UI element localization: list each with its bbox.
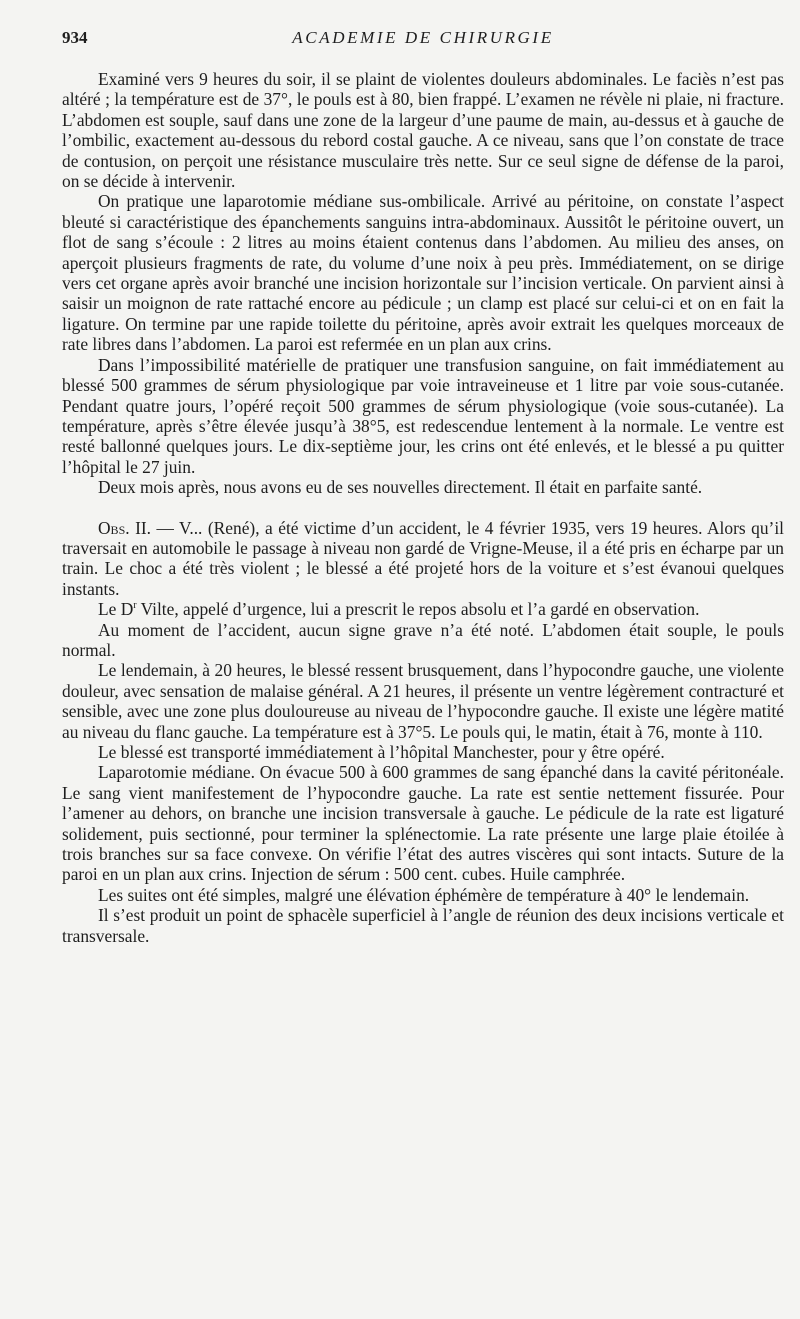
paragraph: Les suites ont été simples, malgré une élévation éphémère de température à 40° le lendemain. — [98, 884, 750, 905]
page-number: 934 — [62, 28, 88, 47]
paragraph: Dans l’impossibilité matérielle de pratiquer une transfusion sanguine, on fait immédiatement au blessé 500 grammes de sérum physiologique par voie intraveineuse et 1 litre par voie sous-cutanée. Pendant quatre jours, l’opéré reçoit 500 grammes de sérum physiologique (voie sous-cutanée). La température, après s’être élevée jusqu’à 38°5, est redescendue lentement à la normale. Le ventre est resté ballonné quelques jours. Le dix-septième jour, les crins ont été enlevés, et le blessé a pu quitter l’hôpital le 27 juin. — [62, 354, 784, 477]
paragraph — [62, 599, 784, 619]
observation-paragraph — [62, 518, 784, 600]
paragraph: Deux mois après, nous avons eu de ses nouvelles directement. Il était en parfaite santé. — [98, 477, 703, 498]
paragraph: Il s’est produit un point de sphacèle superficiel à l’angle de réunion des deux incisions verticale et transversale. — [62, 905, 784, 946]
paragraph: Examiné vers 9 heures du soir, il se plaint de violentes douleurs abdominales. Le faciès n’est pas altéré ; la température est de 37°, le pouls est à 80, bien frappé. L’examen ne révèle ni plaie, ni fracture. L’abdomen est souple, sauf dans une zone de la largeur d’une paume de main, au-dessus et à gauche de l’ombilic, exactement au-dessous du rebord costal gauche. A ce niveau, sans que l’on constate de trace de contusion, on perçoit une résistance musculaire très nette. Sur ce seul signe de défense de la paroi, on se décide à intervenir. — [62, 69, 784, 192]
doctor-text-pre: Le D — [98, 599, 134, 620]
body-text — [62, 69, 784, 946]
observation-text: — V... (René), a été victime d’un accident, le 4 février 1935, vers 19 heures. Alors qu’il traversait en automobile le passage à niveau non gardé de Vrigne-Meuse, il a été pris en écharpe par un train. Le choc a été très violent ; le blessé a été projeté hors de la voiture et s’est évanoui quelques instants. — [62, 517, 784, 599]
paragraph: Au moment de l’accident, aucun signe grave n’a été noté. L’abdomen était souple, le pouls normal. — [62, 619, 784, 660]
running-head: ACADEMIE DE CHIRURGIE — [292, 28, 554, 47]
paragraph: Laparotomie médiane. On évacue 500 à 600 grammes de sang épanché dans la cavité péritonéale. Le sang vient manifestement de l’hypocondre gauche. La rate est sentie nettement fissurée. Pour l’amener au dehors, on branche une incision transversale à gauche. Le pédicule de la rate est ligaturé solidement, puis sectionné, pour terminer la splénectomie. La rate présente une large plaie étoilée à trois branches sur sa face convexe. On vérifie l’état des autres viscères qui sont intacts. Suture de la paroi en un plan aux crins. Injection de sérum : 500 cent. cubes. Huile camphrée. — [62, 762, 784, 885]
observation-label: Obs. II. — [98, 517, 151, 538]
doctor-text-post: Vilte, appelé d’urgence, lui a prescrit le repos absolu et l’a gardé en observation. — [136, 599, 700, 620]
paragraph: Le blessé est transporté immédiatement à l’hôpital Manchester, pour y être opéré. — [98, 742, 665, 762]
paragraph: On pratique une laparotomie médiane sus-ombilicale. Arrivé au péritoine, on constate l’aspect bleuté si caractéristique des épanchements sanguins intra-abdominaux. Aussitôt le péritoine ouvert, un flot de sang s’écoule : 2 litres au moins étaient contenus dans l’abdomen. Au milieu des anses, on aperçoit plusieurs fragments de rate, du volume d’une noix à peu près. Immédiatement, on se dirige vers cet organe après avoir branché une incision horizontale sur l’incision verticale. On parvient ainsi à saisir un moignon de rate rattaché encore au pédicule ; un clamp est placé sur celui-ci et on en fait la ligature. On termine par une rapide toilette du péritoine, après avoir extrait les quelques morceaux de rate libres dans l’abdomen. La paroi est refermée en un plan aux crins. — [62, 191, 784, 355]
paragraph: Le lendemain, à 20 heures, le blessé ressent brusquement, dans l’hypocondre gauche, une violente douleur, avec sensation de malaise général. A 21 heures, il présente un ventre légèrement contracturé et sensible, avec une zone plus douloureuse au niveau de l’hypocondre gauche. Il existe une légère matité au niveau du flanc gauche. La température est à 37°5. Le pouls qui, le matin, était à 76, monte à 110. — [62, 660, 784, 742]
doctor-superscript: r — [133, 600, 137, 612]
page-header — [62, 28, 784, 54]
